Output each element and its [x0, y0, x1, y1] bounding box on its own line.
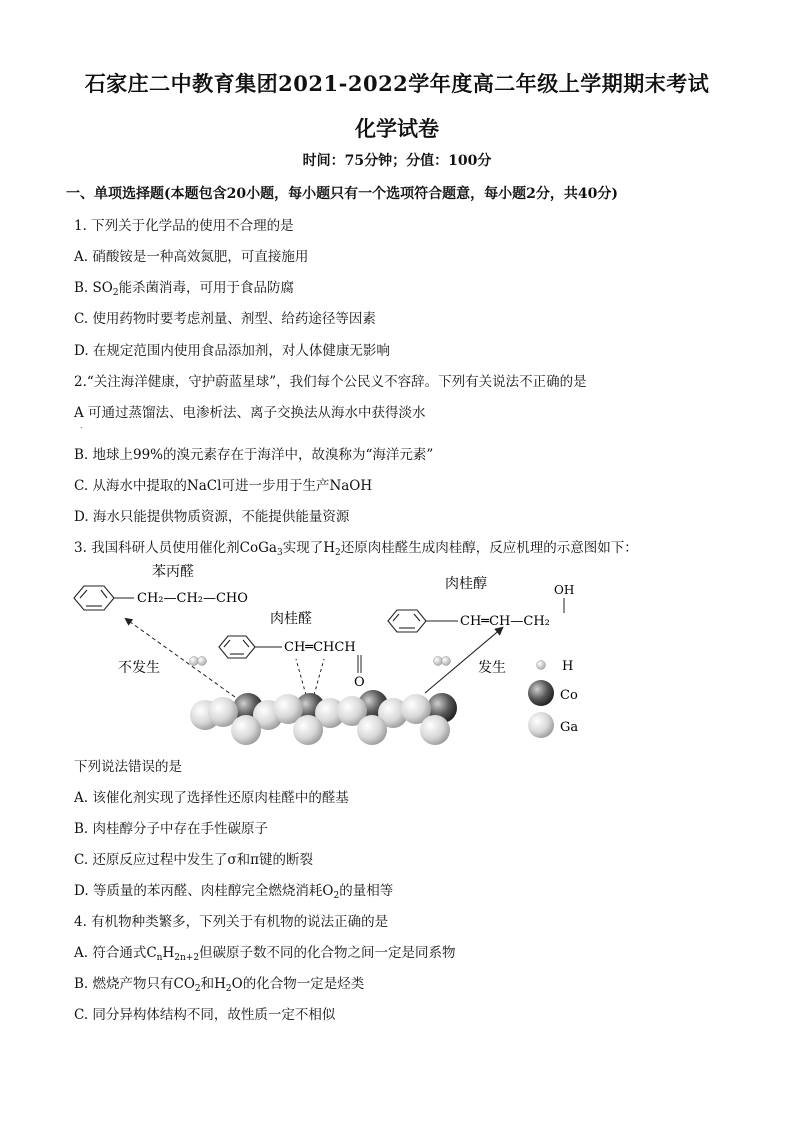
q4-option-b: [74, 972, 364, 992]
q2-option-a: A 可通过蒸馏法、电渗析法、离子交换法从海水中获得淡水: [74, 405, 426, 421]
q1-b-post: 能杀菌消毒，可用于食品防腐: [118, 280, 295, 296]
q3-stem-sub: 3: [276, 548, 283, 558]
h2-molecule-left: [190, 657, 207, 666]
q4-stem: 4. 有机物种类繁多，下列关于有机物的说法正确的是: [74, 914, 389, 930]
adsorb-dash-2: [314, 659, 324, 695]
exam-title: 石家庄二中教育集团2021-2022学年度高二年级上学期期末考试: [84, 71, 710, 96]
q3-question: 下列说法错误的是: [74, 759, 182, 775]
q2-option-d: D. 海水只能提供物质资源，不能提供能量资源: [74, 509, 350, 525]
q3-option-c: C. 还原反应过程中发生了σ和π键的断裂: [74, 852, 314, 868]
q3-stem-mid: 实现了H: [282, 540, 335, 556]
q3-d-pre: D. 等质量的苯丙醛、肉桂醇完全燃烧消耗O: [74, 883, 334, 899]
label-not-occurring: 不发生: [118, 660, 160, 676]
q3-stem-sub2: 2: [334, 548, 341, 558]
q1-option-c: C. 使用药物时要考虑剂量、剂型、给药途径等因素: [74, 311, 376, 327]
q4-a-sub1: n: [156, 953, 163, 963]
q3-stem-pre: 3. 我国科研人员使用催化剂CoGa: [74, 540, 277, 556]
legend-h-label: H: [562, 659, 574, 674]
q1-b-pre: B. SO: [74, 280, 113, 296]
q2-stem: 2.“关注海洋健康，守护蔚蓝星球”，我们每个公民义不容辞。下列有关说法不正确的是: [74, 374, 587, 390]
arrow-not-occurring: [126, 619, 235, 697]
legend-ga-label: Ga: [560, 720, 579, 735]
q4-b-sub: 2: [194, 984, 201, 994]
q3-d-sub: 2: [333, 891, 340, 901]
legend: [528, 659, 578, 738]
q4-option-c: C. 同分异构体结构不同，故性质一定不相似: [74, 1007, 336, 1023]
exam-subtitle: 化学试卷: [355, 116, 439, 141]
q4-a-mid: H: [162, 945, 175, 961]
benzene-ring-left: [74, 586, 134, 610]
catalyst-surface: [190, 690, 457, 745]
hydroxyl-group: OH: [554, 583, 575, 597]
legend-co-marker: [528, 680, 554, 706]
q1-option-b: [74, 276, 294, 296]
q4-b-sub2: 2: [225, 984, 232, 994]
q3-d-post: 的量相等: [339, 883, 394, 899]
chain-cinnamyl-alcohol: CH═CH—CH₂: [460, 614, 550, 629]
legend-h-marker: [537, 661, 546, 670]
q3-option-b: B. 肉桂醇分子中存在手性碳原子: [74, 821, 269, 837]
legend-co-label: Co: [560, 688, 578, 703]
q4-a-pre: A. 符合通式C: [74, 945, 157, 961]
reaction-mechanism-diagram: [60, 555, 600, 750]
section-heading: 一、单项选择题(本题包含20小题，每小题只有一个选项符合题意，每小题2分，共40分): [66, 186, 618, 202]
q3-option-a: A. 该催化剂实现了选择性还原肉桂醛中的醛基: [74, 790, 349, 806]
q4-a-post: 但碳原子数不同的化合物之间一定是同系物: [199, 945, 456, 961]
adsorb-dash-1: [296, 659, 306, 695]
h2-molecule-right: [434, 657, 451, 666]
exam-meta: 时间：75分钟；分值：100分: [302, 153, 492, 169]
q4-b-mid: 和H: [200, 976, 226, 992]
label-phenylpropanal: 苯丙醛: [152, 564, 194, 580]
q4-a-sub2: 2n+2: [174, 953, 200, 963]
q3-stem-post: 还原肉桂醛生成肉桂醇，反应机理的示意图如下：: [340, 540, 638, 556]
q4-b-pre: B. 燃烧产物只有CO: [74, 976, 195, 992]
carbonyl-oxygen: O: [354, 675, 365, 690]
q2-option-b: B. 地球上99%的溴元素存在于海洋中，故溴称为“海洋元素”: [74, 447, 434, 463]
q1-stem: 1. 下列关于化学品的使用不合理的是: [74, 218, 294, 234]
q1-option-a: A. 硝酸铵是一种高效氮肥，可直接施用: [74, 249, 309, 265]
benzene-ring-right: [388, 610, 458, 632]
label-cinnamaldehyde: 肉桂醛: [270, 611, 312, 627]
q2-option-c: C. 从海水中提取的NaCl可进一步用于生产NaOH: [74, 478, 373, 494]
q1-option-d: D. 在规定范围内使用食品添加剂，对人体健康无影响: [74, 343, 390, 359]
label-cinnamyl-alcohol: 肉桂醇: [445, 576, 487, 592]
q3-stem: [74, 536, 638, 556]
q4-option-a: [74, 941, 456, 961]
chain-cinnamaldehyde: CH═CHCH: [284, 640, 356, 655]
q3-option-d: [74, 879, 393, 899]
benzene-ring-middle: [219, 636, 282, 658]
legend-ga-marker: [528, 712, 554, 738]
chain-phenylpropanal: CH₂—CH₂—CHO: [137, 591, 248, 606]
label-occurring: 发生: [478, 660, 506, 676]
q1-b-sub: 2: [112, 288, 119, 298]
q4-b-post: O的化合物一定是烃类: [231, 976, 365, 992]
q2-a-dot: .: [80, 421, 83, 430]
